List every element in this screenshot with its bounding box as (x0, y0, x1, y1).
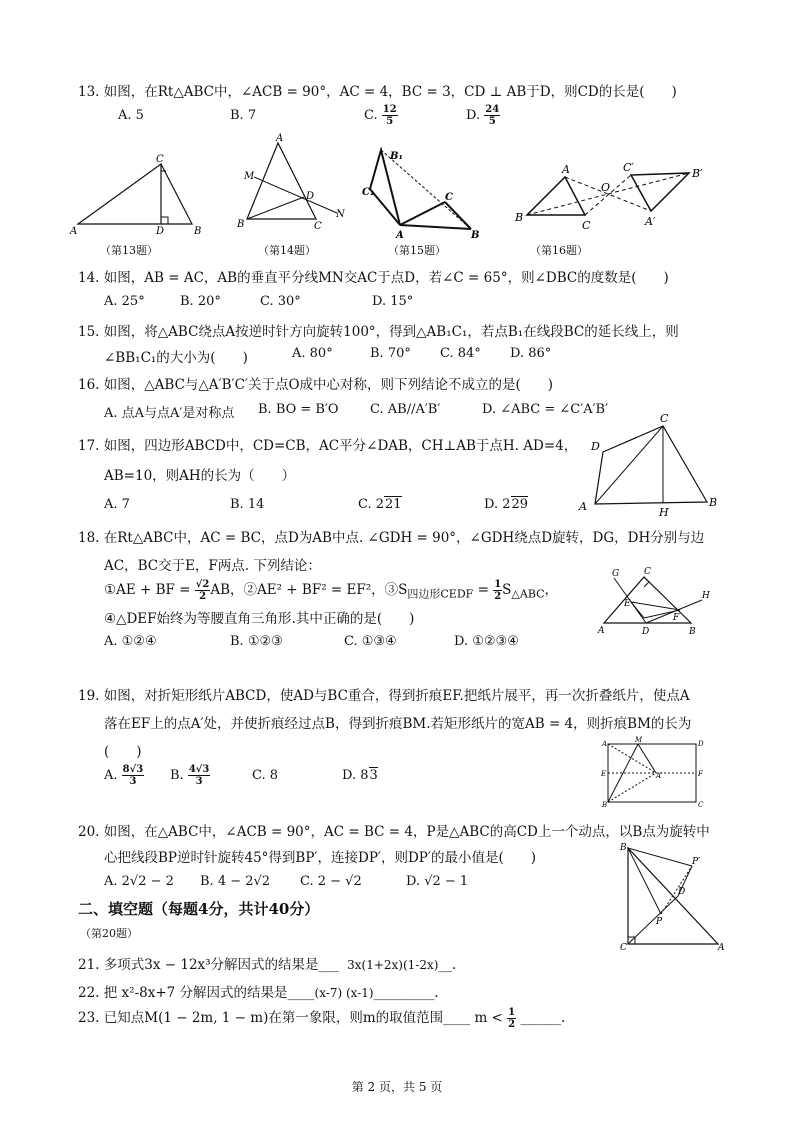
fig15-label-b: B (471, 230, 480, 241)
q23: 23. 已知点M(1 − 2m, 1 − m)在第一象限，则m的取值范围____ m < $\frac{1}{2}$ ______. (78, 1007, 566, 1030)
fig18-label-h: H (702, 591, 710, 601)
fig19-label-f: F (698, 770, 703, 778)
q13-option-d: D. $\frac{24}{5}$ (466, 104, 500, 127)
q16-option-c: C. AB//A′B′ (370, 402, 441, 417)
fig17-label-b: B (709, 496, 718, 509)
q15-option-b: B. 70° (370, 346, 411, 361)
figure-13 (60, 150, 220, 240)
q17-option-d: D. 229 (484, 497, 529, 512)
fig13-label-c: C (156, 154, 164, 165)
q15-line2: ∠BB₁C₁的大小为( ) (104, 350, 248, 366)
caption-15: （第15题） (388, 244, 446, 257)
q17-line2: AB=10，则AH的长为（ ） (104, 468, 296, 484)
caption-14: （第14题） (258, 244, 316, 257)
figure-16 (510, 157, 710, 237)
page-footer: 第 2 页，共 5 页 (351, 1080, 443, 1094)
q16-option-d: D. ∠ABC = ∠C′A′B′ (482, 402, 609, 417)
q16-option-b: B. BO = B′O (258, 402, 339, 417)
q18-option-c: C. ①③④ (344, 634, 397, 649)
fig19-label-d: D (698, 740, 704, 748)
fig17-label-c: C (660, 412, 669, 425)
fig18-label-a: A (598, 626, 605, 636)
fig16-label-o: O (601, 181, 611, 194)
q19-line3: ( ) (104, 744, 142, 760)
q16-stem: 16. 如图，△ABC与△A′B′C′关于点O成中心对称，则下列结论不成立的是( ) (78, 377, 554, 393)
fig13-label-d: D (156, 226, 165, 237)
q19-line2: 落在EF上的点A′处，并使折痕经过点B，得到折痕BM.若矩形纸片的宽AB = 4，则折痕BM的长为 (104, 716, 692, 732)
fig14-label-c: C (314, 221, 322, 232)
fig14-label-a: A (276, 133, 284, 144)
caption-20: （第20题） (80, 927, 138, 940)
fig15-label-c1: C₁ (362, 187, 375, 198)
q18-line2: AC，BC交于E，F两点. 下列结论： (104, 558, 321, 574)
fig15-label-b1: B₁ (390, 151, 403, 162)
fig14-label-b: B (237, 219, 245, 230)
q19-option-c: C. 8 (252, 768, 279, 783)
q20-line1: 20. 如图，在△ABC中，∠ACB = 90°，AC = BC = 4，P是△ABC的高CD上一个动点，以B点为旋转中 (78, 824, 710, 840)
fig16-label-a-prime: A′ (645, 215, 656, 228)
fig19-label-a: A (602, 740, 608, 748)
q13-option-b: B. 7 (230, 108, 257, 123)
q19-line1: 19. 如图，对折矩形纸片ABCD，使AD与BC重合，得到折痕EF.把纸片展平，再一次折叠纸片，使点A (78, 688, 690, 704)
q15-option-a: A. 80° (292, 346, 333, 361)
q17-option-b: B. 14 (230, 497, 265, 512)
q18-line3: ①AE + BF = $\frac{√2}{2}$ AB，②AE² + BF² = EF²，$③S_{四边形CEDF}$ = $\frac{1}{2}$ $S_{\triangle ABC}$， (104, 579, 559, 602)
figure-19 (598, 736, 708, 808)
fig17-label-a: A (579, 500, 587, 513)
figure-17 (575, 412, 725, 517)
q14-stem: 14. 如图，AB = AC，AB的垂直平分线MN交AC于点D，若∠C = 65°，则∠DBC的度数是( ) (78, 270, 669, 286)
fig20-label-p: P (656, 917, 663, 927)
section-2-title: 二、填空题（每题4分，共计40分） (78, 900, 320, 918)
q20-line2: 心把线段BP逆时针旋转45°得到BP′，连接DP′，则DP′的最小值是( ) (104, 850, 536, 866)
q19-option-a: A. $\frac{8√3}{3}$ (104, 764, 144, 787)
fig19-label-m: M (635, 736, 643, 744)
q14-option-b: B. 20° (180, 294, 221, 309)
q18-line1: 18. 在Rt△ABC中，AC = BC，点D为AB中点. ∠GDH = 90°，∠GDH绕点D旋转，DG，DH分别与边 (78, 530, 705, 546)
q23-answer: m < $\frac{1}{2}$ (474, 1007, 516, 1030)
q18-option-a: A. ①②④ (104, 634, 157, 649)
q17-option-a: A. 7 (104, 497, 130, 512)
fig18-label-b: B (689, 627, 696, 637)
fig13-label-a: A (70, 226, 78, 237)
q20-option-d: D. √2 − 1 (406, 874, 469, 889)
fig17-label-h: H (659, 506, 669, 519)
fig19-label-c: C (698, 801, 704, 809)
fig16-label-a: A (562, 163, 570, 176)
fig18-label-g: G (612, 569, 620, 579)
fig14-label-n: N (336, 209, 345, 220)
q21-stem: 21. 多项式3x − 12x³分解因式的结果是___ (78, 957, 339, 973)
q13-option-c: C. $\frac{12}{5}$ (364, 104, 397, 127)
fig20-label-d: D (678, 887, 686, 897)
q20-option-a: A. 2√2 − 2 (104, 874, 174, 889)
q15-option-d: D. 86° (510, 346, 552, 361)
fig16-label-b: B (515, 211, 524, 224)
q20-option-c: C. 2 − √2 (300, 874, 362, 889)
q14-option-c: C. 30° (260, 294, 301, 309)
q13-stem: 13. 如图，在Rt△ABC中，∠ACB = 90°，AC = 4，BC = 3，CD ⊥ AB于D，则CD的长是( ) (78, 84, 677, 100)
fig18-label-d: D (642, 627, 650, 637)
q22-stem: 22. 把 x²-8x+7 分解因式的结果是____ (78, 985, 315, 1001)
fig14-label-d: D (306, 191, 315, 202)
q15-line1: 15. 如图，将△ABC绕点A按逆时针方向旋转100°，得到△AB₁C₁，若点B₁在线段BC的延长线上，则 (78, 324, 679, 340)
q20-option-b: B. 4 − 2√2 (200, 874, 271, 889)
fig16-label-c-prime: C′ (623, 161, 634, 174)
fig15-label-a: A (396, 230, 404, 241)
fig20-label-c: C (620, 943, 627, 953)
fig20-label-p-prime: P′ (692, 857, 701, 867)
fig20-label-b: B (620, 843, 627, 853)
figure-15 (358, 145, 488, 240)
fig16-label-b-prime: B′ (692, 167, 703, 180)
q23-stem: 23. 已知点M(1 − 2m, 1 − m)在第一象限，则m的取值范围____ (78, 1010, 471, 1026)
fig20-label-a: A (718, 943, 725, 953)
q14-option-a: A. 25° (104, 294, 145, 309)
caption-16: （第16题） (530, 244, 588, 257)
q22-answer: (x-7) (x-1) (314, 986, 374, 1000)
figure-18 (594, 566, 714, 641)
q18-line4: ④△DEF始终为等腰直角三角形.其中正确的是( ) (104, 611, 415, 627)
fig18-label-c: C (644, 567, 651, 577)
fig14-label-m: M (244, 171, 255, 182)
fig19-label-b: B (602, 801, 608, 809)
q21: 21. 多项式3x − 12x³分解因式的结果是___ 3x(1+2x)(1-2x)__. (78, 957, 457, 973)
q19-option-b: B. $\frac{4√3}{3}$ (170, 764, 210, 787)
figure-20 (612, 842, 727, 954)
fig13-label-b: B (194, 226, 202, 237)
q15-option-c: C. 84° (440, 346, 481, 361)
figure-14 (232, 133, 352, 237)
q17-line1: 17. 如图，四边形ABCD中，CD=CB，AC平分∠DAB，CH⊥AB于点H. AD=4， (78, 438, 578, 454)
fig19-label-a-prime: A′ (656, 772, 663, 780)
q18-option-d: D. ①②③④ (454, 634, 519, 649)
q18-option-b: B. ①②③ (230, 634, 283, 649)
q21-answer: 3x(1+2x)(1-2x) (347, 958, 439, 972)
q14-option-d: D. 15° (372, 294, 414, 309)
fig15-label-c: C (445, 192, 453, 203)
fig18-label-e: E (624, 599, 631, 609)
q19-option-d: D. 83 (342, 768, 378, 783)
fig18-label-f: F (673, 613, 680, 623)
fig17-label-d: D (591, 440, 600, 453)
q17-option-c: C. 221 (358, 497, 402, 512)
fig16-label-c: C (582, 219, 591, 232)
caption-13: （第13题） (100, 244, 158, 257)
q22: 22. 把 x²-8x+7 分解因式的结果是____(x-7) (x-1)_________. (78, 985, 439, 1001)
fig19-label-e: E (601, 770, 607, 778)
q16-option-a: A. 点A与点A′是对称点 (104, 406, 235, 421)
q13-option-a: A. 5 (118, 108, 144, 123)
